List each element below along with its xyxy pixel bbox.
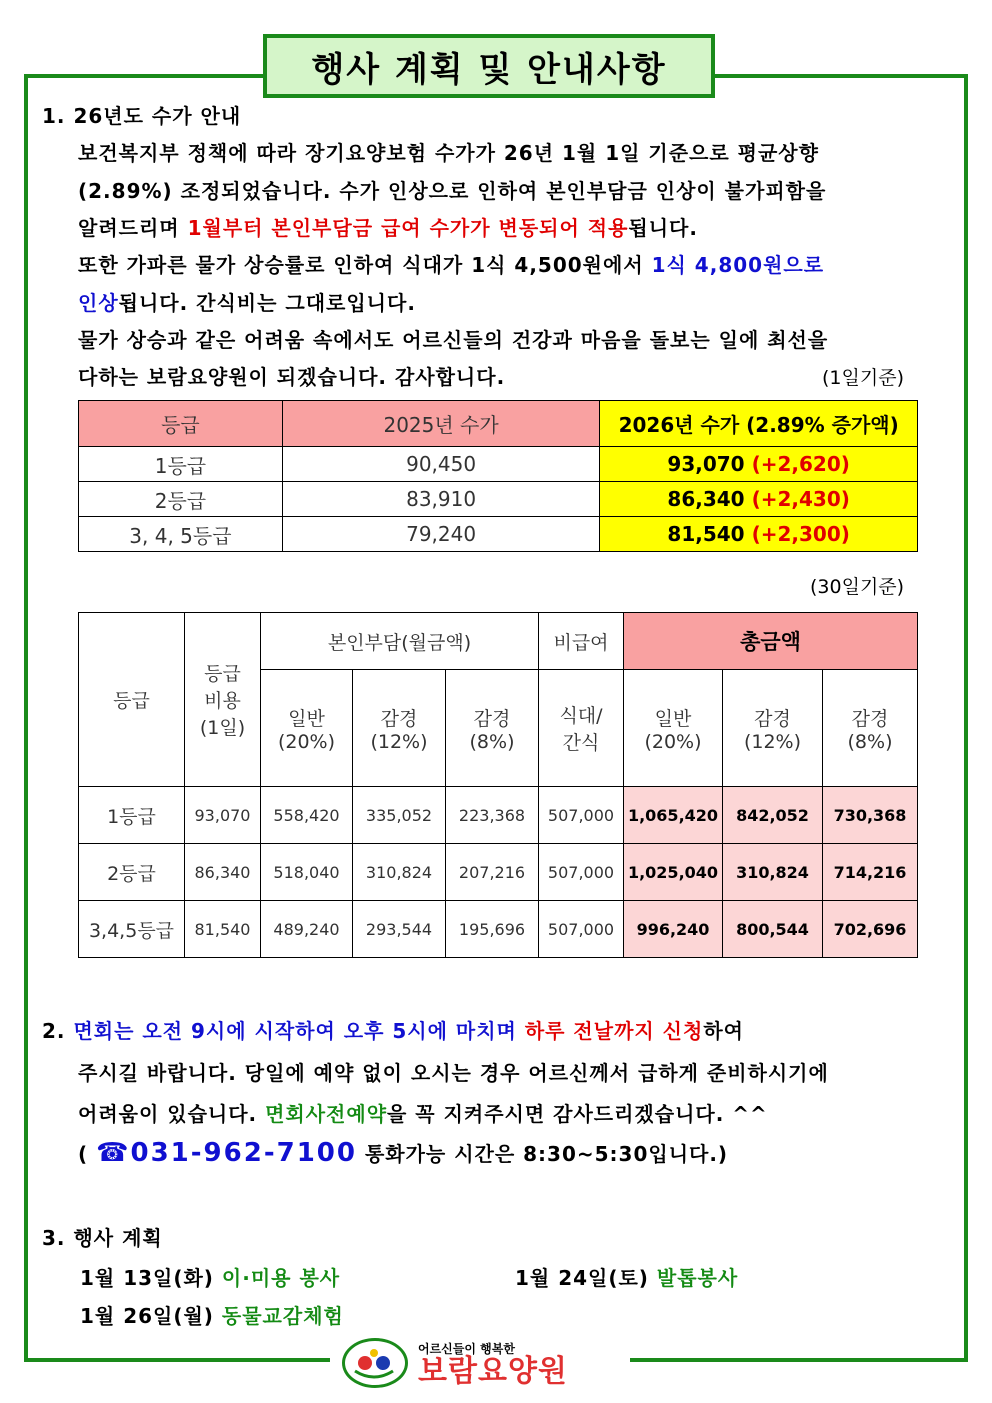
- section1-line2: (2.89%) 조정되었습니다. 수가 인상으로 인하여 본인부담금 인상이 불가피함을: [78, 179, 827, 203]
- t1-2026-diff: (+2,620): [751, 452, 850, 476]
- t2-self-8: 223,368: [446, 787, 539, 844]
- t2-sub: [539, 670, 624, 787]
- section1-line3-a: 알려드리며: [78, 216, 188, 240]
- t2-header-non: 비급여: [539, 613, 624, 670]
- section1-line3-highlight: 1월부터 본인부담금 급여 수가가 변동되어 적용: [187, 216, 629, 240]
- logo-name: [418, 1353, 568, 1389]
- t1-2026: [600, 447, 918, 482]
- table1-note: (1일기준): [822, 367, 904, 389]
- section2-line2: 주시길 바랍니다. 당일에 예약 없이 오시는 경우 어르신께서 급하게 준비하시기에: [78, 1061, 829, 1085]
- t2-sub-b: (8%): [847, 730, 893, 753]
- t1-header-2026: 2026년 수가 (2.89% 증가액): [600, 401, 918, 447]
- section2-line1: [42, 1015, 744, 1044]
- section1-line5-b: 됩니다. 간식비는 그대로입니다.: [118, 291, 416, 315]
- t2-header-self: 본인부담(월금액): [261, 613, 539, 670]
- footer-logo: [330, 1338, 630, 1388]
- table-row: [79, 482, 918, 517]
- t2-sub-a: 일반: [654, 707, 692, 730]
- t2-self-12: 335,052: [353, 787, 446, 844]
- section3-heading: 3. 행사 계획: [42, 1226, 163, 1250]
- section2-line1-c: 하여: [703, 1019, 744, 1043]
- t1-2025: 90,450: [282, 447, 599, 482]
- t2-self-20: 518,040: [261, 844, 353, 901]
- t2-sub-a: 감경: [851, 707, 889, 730]
- t2-sub: [261, 670, 353, 787]
- page-title: 행사 계획 및 안내사항: [263, 34, 715, 98]
- section2-line3-highlight: 면회사전예약: [265, 1102, 388, 1126]
- table-row: [79, 517, 918, 552]
- section1-line4-a: 또한 가파른 물가 상승률로 인하여 식대가 1식 4,500원에서: [78, 253, 652, 277]
- section2-line4-a: (: [78, 1142, 97, 1166]
- t2-sub-b: (20%): [644, 730, 702, 753]
- t1-2025: 83,910: [282, 482, 599, 517]
- t2-sub-a: 감경: [473, 707, 511, 730]
- section1-line7: 다하는 보람요양원이 되겠습니다. 감사합니다.: [78, 365, 506, 389]
- t2-total-8: 730,368: [823, 787, 918, 844]
- t2-header-total: 총금액: [624, 613, 918, 670]
- monthly-fee-table: [78, 612, 918, 958]
- section2-line3-a: 어려움이 있습니다.: [78, 1102, 266, 1126]
- t2-sub: [624, 670, 723, 787]
- section1-line5-highlight: 인상: [78, 291, 119, 315]
- section1-heading: 1. 26년도 수가 안내: [42, 104, 242, 128]
- event-2: [515, 1262, 738, 1291]
- table-row: [79, 787, 918, 844]
- event-1-name: 이·미용 봉사: [221, 1266, 341, 1290]
- section2-line4: [78, 1138, 728, 1168]
- t1-2026: [600, 517, 918, 552]
- t2-header-cost: [185, 613, 261, 787]
- t2-total-12: 842,052: [723, 787, 823, 844]
- t1-2026-diff: (+2,430): [751, 487, 850, 511]
- t2-total-12: 310,824: [723, 844, 823, 901]
- t2-header-cost-c: (1일): [199, 717, 246, 739]
- section1-line6: 물가 상승과 같은 어려움 속에서도 어르신들의 건강과 마음을 돌보는 일에 최선을: [78, 328, 829, 352]
- event-2-name: 발톱봉사: [656, 1266, 739, 1290]
- t1-grade: 2등급: [79, 482, 283, 517]
- t2-sub-a: 식대/: [559, 705, 603, 727]
- event-1-date: 1월 13일(화): [80, 1266, 222, 1290]
- section2-line1-highlight: 하루 전날까지 신청: [524, 1019, 704, 1043]
- t2-cost: 86,340: [185, 844, 261, 901]
- t2-grade: 2등급: [79, 844, 185, 901]
- fee-table-2026: [78, 400, 918, 552]
- table-row: [79, 844, 918, 901]
- t2-header-cost-a: 등급: [204, 663, 241, 685]
- t2-meal: 507,000: [539, 901, 624, 958]
- event-3: [80, 1300, 344, 1329]
- table2-note: (30일기준): [810, 576, 905, 598]
- t2-sub-a: 감경: [380, 707, 418, 730]
- section1-line5: [78, 287, 416, 316]
- table-row: [79, 901, 918, 958]
- phone-number[interactable]: ☎031-962-7100: [96, 1138, 357, 1168]
- logo-emblem-icon: [342, 1338, 408, 1388]
- event-3-name: 동물교감체험: [221, 1304, 344, 1328]
- table-row: [79, 447, 918, 482]
- logo-text: [418, 1340, 568, 1387]
- t2-grade: 1등급: [79, 787, 185, 844]
- section2-line3-c: 을 꼭 지켜주시면 감사드리겠습니다. ^^: [387, 1102, 768, 1126]
- t2-sub-a: 일반: [288, 707, 325, 730]
- section1-line1: 보건복지부 정책에 따라 장기요양보험 수가가 26년 1월 1일 기준으로 평균상향: [78, 141, 819, 165]
- logo-name-text: 보람요양원: [418, 1353, 568, 1389]
- logo-tagline: 어르신들이 행복한: [418, 1341, 515, 1356]
- t2-sub: [823, 670, 918, 787]
- t1-grade: 1등급: [79, 447, 283, 482]
- t2-sub-b: 간식: [562, 732, 600, 754]
- t2-total-20: 1,025,040: [624, 844, 723, 901]
- t1-2026-value: 93,070: [667, 452, 745, 476]
- section1-line3: [78, 212, 698, 241]
- t2-sub-a: 감경: [754, 707, 791, 730]
- event-1: [80, 1262, 340, 1291]
- t1-2026-value: 86,340: [667, 487, 745, 511]
- t2-sub-b: (12%): [743, 730, 802, 753]
- t1-2026-value: 81,540: [667, 522, 745, 546]
- t2-sub: [446, 670, 539, 787]
- event-2-date: 1월 24일(토): [515, 1266, 657, 1290]
- section2-line4-b: 통화가능 시간은 8:30~5:30입니다.): [357, 1142, 729, 1166]
- t1-2026-diff: (+2,300): [751, 522, 850, 546]
- t2-meal: 507,000: [539, 844, 624, 901]
- logo-emblem-graphic: [345, 1341, 405, 1385]
- t2-sub: [353, 670, 446, 787]
- t2-total-12: 800,544: [723, 901, 823, 958]
- t2-cost: 81,540: [185, 901, 261, 958]
- section1-line4: [78, 249, 824, 278]
- t2-self-20: 489,240: [261, 901, 353, 958]
- section2-number: 2.: [42, 1019, 74, 1043]
- t2-grade: 3,4,5등급: [79, 901, 185, 958]
- section2-line1-a: 면회는 오전 9시에 시작하여 오후 5시에 마치며: [73, 1019, 525, 1043]
- section2-line3: [78, 1098, 768, 1127]
- t2-total-8: 702,696: [823, 901, 918, 958]
- t1-2026: [600, 482, 918, 517]
- t2-cost: 93,070: [185, 787, 261, 844]
- t1-grade: 3, 4, 5등급: [79, 517, 283, 552]
- t2-self-12: 293,544: [353, 901, 446, 958]
- t1-header-grade: 등급: [79, 401, 283, 447]
- t2-header-grade: 등급: [79, 613, 185, 787]
- t2-total-20: 1,065,420: [624, 787, 723, 844]
- t2-self-8: 195,696: [446, 901, 539, 958]
- t2-sub: [723, 670, 823, 787]
- t2-total-8: 714,216: [823, 844, 918, 901]
- t2-self-12: 310,824: [353, 844, 446, 901]
- t2-sub-b: (20%): [277, 730, 336, 753]
- t2-self-20: 558,420: [261, 787, 353, 844]
- t1-header-2025: 2025년 수가: [282, 401, 599, 447]
- event-3-date: 1월 26일(월): [80, 1304, 222, 1328]
- section1-line4-highlight: 1식 4,800원으로: [651, 253, 825, 277]
- t1-2025: 79,240: [282, 517, 599, 552]
- t2-self-8: 207,216: [446, 844, 539, 901]
- t2-header-cost-b: 비용: [204, 690, 241, 712]
- t2-total-20: 996,240: [624, 901, 723, 958]
- t2-sub-b: (8%): [469, 730, 515, 753]
- section1-line3-c: 됩니다.: [628, 216, 698, 240]
- t2-sub-b: (12%): [370, 730, 428, 753]
- t2-meal: 507,000: [539, 787, 624, 844]
